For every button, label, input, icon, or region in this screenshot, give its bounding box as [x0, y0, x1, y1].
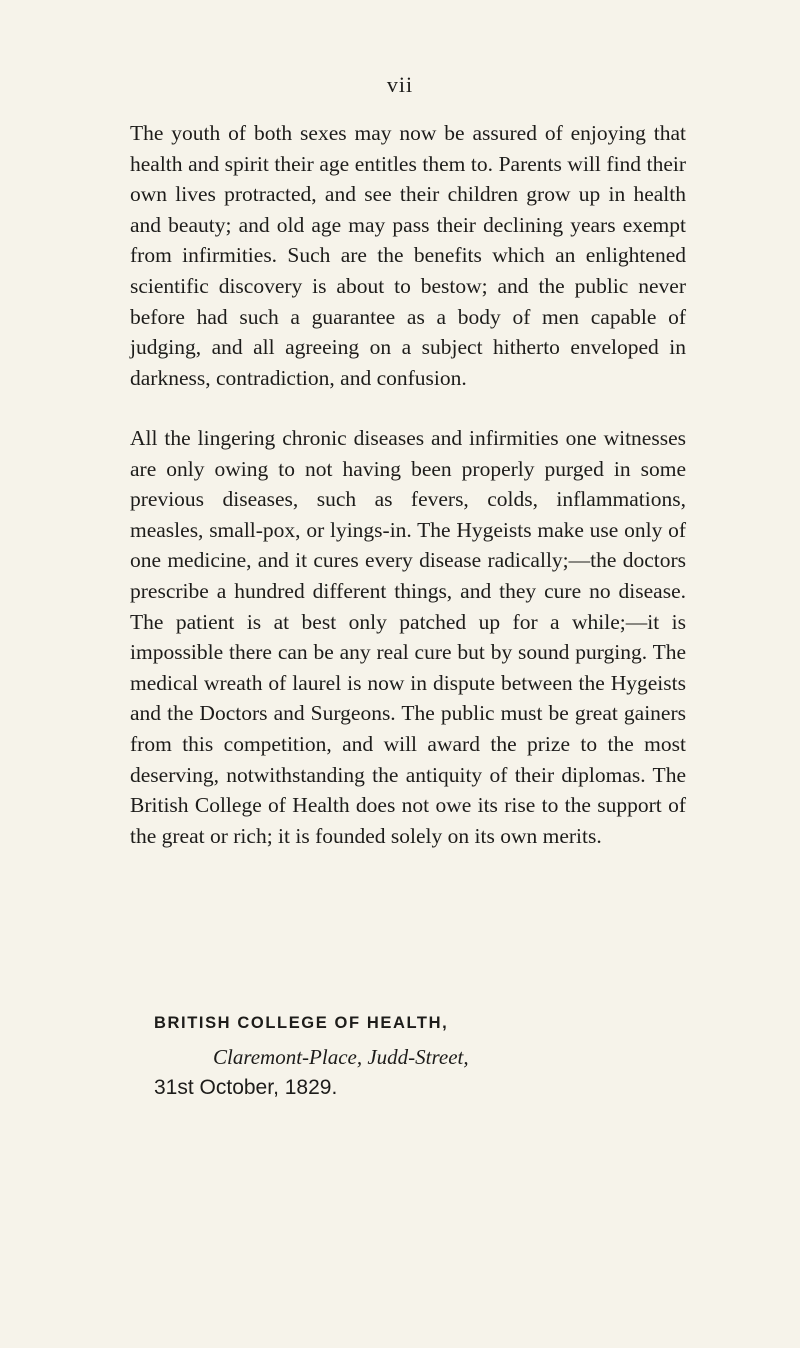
signature-date: 31st October, 1829.: [154, 1076, 338, 1099]
paragraph-2: All the lingering chronic diseases and infirmities one witnesses are only owing to not having been properly purged in some previous diseases, such as fevers, colds, inflammations, measles, small-pox, or lyings-in. The Hygeists make use only of one medicine, and it cures every disease radically;—the doctors prescribe a hundred different things, and they cure no disease. The patient is at best only patched up for a while;—it is impossible there can be any real cure but by sound purging. The medical wreath of laurel is now in dispute between the Hygeists and the Doctors and Surgeons. The public must be great gainers from this competition, and will award the prize to the most deserving, notwithstanding the antiquity of their diplomas. The British College of Health does not owe its rise to the support of the great or rich; it is founded solely on its own merits.: [130, 426, 686, 848]
signature-institution: BRITISH COLLEGE OF HEALTH,: [154, 1014, 449, 1032]
paragraph-1: The youth of both sexes may now be assured of enjoying that health and spirit their age entitles them to. Parents will find their own lives protracted, and see their children grow up in health and beauty; and old age may pass their declining years exempt from infirmities. Such are the benefits which an enlightened scientific discovery is about to bestow; and the public never before had such a guarantee as a body of men capable of judging, and all agreeing on a subject hitherto enveloped in darkness, contradiction, and confusion.: [130, 121, 686, 390]
page-number: vii: [386, 72, 414, 97]
signature-address: Claremont-Place, Judd-Street,: [213, 1045, 469, 1069]
